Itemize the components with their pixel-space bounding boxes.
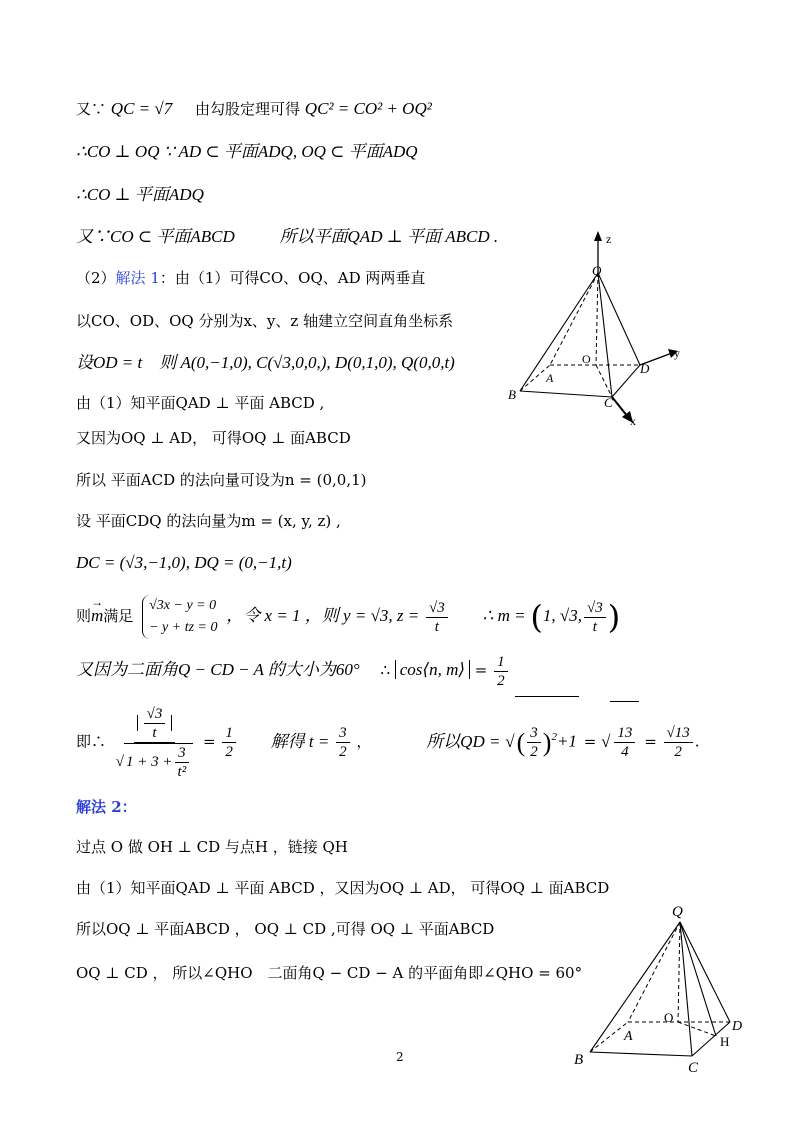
- math: ∴CO ⊥ 平面ADQ: [76, 185, 204, 204]
- math-qc: QC = √7: [110, 99, 173, 118]
- paren: (: [530, 598, 543, 636]
- sum: 1 + 3 +: [126, 753, 173, 770]
- line-18: [76, 918, 494, 940]
- num: 1: [494, 653, 508, 672]
- num: 3: [175, 744, 189, 763]
- equals: =: [474, 661, 488, 679]
- text: 由勾股定理可得: [195, 100, 301, 118]
- label-y: y: [674, 346, 680, 360]
- text: 解法 2：: [76, 798, 137, 816]
- text: （2）: [76, 269, 116, 287]
- period: .: [694, 732, 700, 751]
- vectors: n, m: [429, 660, 459, 679]
- edge-qc: [598, 273, 612, 397]
- label-c: C: [604, 395, 613, 410]
- den: t: [152, 724, 157, 741]
- den: 2: [339, 744, 347, 761]
- cos: cos: [399, 660, 423, 679]
- text: 则: [76, 607, 92, 625]
- abs: [137, 705, 173, 741]
- math-pythag: QC² = CO² + OQ²: [304, 99, 432, 118]
- den: √ 1 + 3 + $\frac{3}{\text{t²}}$: [113, 743, 196, 781]
- fraction: [584, 599, 606, 636]
- math: 设OD = t 则 A(0,−1,0), C(√3,0,0,), D(0,1,0), Q(0,0,t): [76, 353, 455, 372]
- text: 满足: [103, 607, 134, 625]
- edge-ba: [590, 1022, 628, 1052]
- plus-one: +1: [556, 731, 577, 751]
- line-17: [76, 877, 609, 899]
- radicand: [515, 696, 579, 783]
- line-3: [76, 184, 204, 206]
- text: 由（1）知平面QAD ⊥ 平面 ABCD ,: [76, 394, 325, 412]
- math: 所以平面QAD ⊥ 平面 ABCD .: [279, 227, 499, 246]
- line-19: [76, 962, 582, 984]
- math: 又因为二面角Q − CD − A 的大小为60°: [76, 660, 360, 679]
- line-13: [76, 594, 620, 639]
- text: 又∵: [76, 100, 107, 118]
- edge-oh: [678, 1022, 716, 1036]
- equals: =: [644, 732, 657, 751]
- sqrt-frac: √ $\frac{13}{4}$: [601, 732, 639, 751]
- page-number: 2: [396, 1050, 404, 1064]
- edge-qo: [678, 922, 680, 1022]
- text: 由（1）知平面QAD ⊥ 平面 ABCD ，又因为OQ ⊥ AD， 可得OQ ⊥ 面ABCD: [76, 879, 610, 897]
- text: 以CO、OD、OQ 分别为x、y、z 轴建立空间直角坐标系: [76, 312, 454, 330]
- math: ∴ m =: [482, 606, 526, 625]
- line-10: [76, 469, 367, 491]
- paren: (: [516, 727, 526, 757]
- line-6: [76, 310, 453, 332]
- fraction-half: [222, 724, 236, 761]
- vec-m: → m: [91, 594, 103, 638]
- label-b: B: [508, 387, 516, 402]
- edge-bc: [520, 391, 612, 397]
- den: t²: [177, 763, 187, 780]
- edge-qa: [550, 273, 598, 365]
- label-a: A: [546, 371, 554, 385]
- eq-2: − y + tz = 0: [149, 620, 218, 635]
- label-q: Q: [592, 263, 602, 278]
- line-14: [76, 650, 510, 690]
- edge-qb: [520, 273, 598, 391]
- math: DC = (√3,−1,0), DQ = (0,−1,t): [76, 553, 292, 572]
- line-7: [76, 352, 455, 374]
- edge-qd: [598, 273, 640, 365]
- math: ∴CO ⊥ OQ ∵ AD ⊂ 平面ADQ, OQ ⊂ 平面ADQ: [76, 142, 418, 161]
- text: 过点 O 做 OH ⊥ CD 与点H ，链接 QH: [76, 838, 348, 856]
- label-q: Q: [672, 904, 683, 920]
- eq-1: √3x − y = 0: [149, 598, 217, 613]
- fraction: [175, 744, 190, 781]
- den: 2: [497, 672, 505, 689]
- equals: =: [202, 732, 216, 751]
- line-5: [76, 267, 425, 289]
- label-z: z: [606, 232, 612, 246]
- fraction-result: [664, 724, 693, 761]
- text: ：由（1）可得CO、OQ、AD 两两垂直: [159, 269, 426, 287]
- edge-qo: [596, 273, 598, 365]
- label-h: H: [720, 1034, 730, 1049]
- equation-system: [142, 595, 217, 639]
- line-15: [76, 696, 700, 783]
- label-d: D: [732, 1019, 743, 1034]
- therefore: ∴: [380, 661, 390, 679]
- line-2: [76, 141, 418, 163]
- text: 解得 t =: [270, 731, 330, 751]
- num: 1: [222, 724, 236, 743]
- num: 3: [336, 724, 350, 743]
- z-arrow-icon: [594, 231, 602, 241]
- equals: =: [583, 732, 597, 751]
- exp: 2: [551, 731, 557, 743]
- paren: ): [607, 598, 621, 636]
- den: t: [592, 618, 597, 635]
- line-11: [76, 510, 341, 532]
- fraction-z: [426, 599, 448, 636]
- math: 又∵CO ⊂ 平面ABCD: [76, 227, 235, 246]
- fraction: [144, 705, 166, 742]
- paren: ): [542, 727, 552, 757]
- text: OQ ⊥ CD ， 所以∠QHO 二面角Q − CD − A 的平面角即∠QHO = 60°: [76, 964, 583, 982]
- fraction: [614, 724, 635, 761]
- text: 即∴: [76, 732, 107, 751]
- text: 所以OQ ⊥ 平面ABCD ， OQ ⊥ CD ,可得 OQ ⊥ 平面ABCD: [76, 920, 495, 938]
- label-b: B: [574, 1052, 584, 1068]
- num: √3: [426, 599, 448, 618]
- label-o: O: [582, 352, 591, 366]
- den: 4: [621, 744, 629, 761]
- fraction-half: [494, 653, 508, 690]
- figure-2-pyramid: [568, 896, 768, 1076]
- x-axis: [612, 397, 628, 417]
- num: √3: [144, 705, 166, 724]
- label-c: C: [688, 1060, 699, 1076]
- label-x: x: [630, 414, 636, 428]
- num: 3: [527, 724, 541, 743]
- comma: ，: [356, 732, 372, 751]
- line-4: [76, 226, 498, 248]
- line-9: [76, 427, 351, 449]
- line-16: [76, 836, 348, 858]
- line-8: [76, 392, 324, 414]
- edge-bc: [590, 1052, 692, 1056]
- solution-1-label: 解法 1: [115, 269, 160, 287]
- solution-2-label: [76, 796, 137, 818]
- den: 2: [530, 744, 538, 761]
- text: 设 平面CDQ 的法向量为m = (x, y, z) ,: [76, 512, 341, 530]
- big-fraction: [113, 705, 196, 781]
- edge-qa: [628, 922, 680, 1022]
- edge-qb: [590, 922, 680, 1052]
- line-1: [76, 98, 432, 120]
- fraction-t: [336, 724, 350, 761]
- label-a: A: [624, 1029, 633, 1044]
- figure-1-pyramid: [500, 225, 710, 435]
- text: 又因为OQ ⊥ AD， 可得OQ ⊥ 面ABCD: [76, 429, 351, 447]
- num: √3: [584, 599, 606, 618]
- math: ，令 x = 1 ，则 y = √3, z =: [226, 606, 420, 625]
- num: [134, 705, 176, 743]
- m-inner: 1, √3,: [542, 606, 582, 625]
- num: 13: [614, 724, 635, 743]
- text: 所以QD =: [426, 731, 501, 751]
- text: 所以 平面ACD 的法向量可设为n = (0,0,1): [76, 471, 367, 489]
- radicand: [124, 743, 193, 781]
- label-d: D: [640, 361, 650, 376]
- label-o: O: [664, 1010, 674, 1025]
- den: 2: [674, 744, 682, 761]
- den: 2: [225, 744, 233, 761]
- line-12: [76, 552, 292, 574]
- den: t: [434, 618, 439, 635]
- abs-cos: cos⟨n, m⟩: [395, 660, 470, 679]
- edge-cd: [612, 365, 640, 397]
- sqrt-expression: √( $\frac{3}{2}$ )$^2$+1: [505, 732, 579, 751]
- edge-oc: [596, 365, 612, 397]
- fraction: [527, 724, 541, 761]
- radicand: [610, 701, 639, 782]
- num: √13: [664, 724, 693, 743]
